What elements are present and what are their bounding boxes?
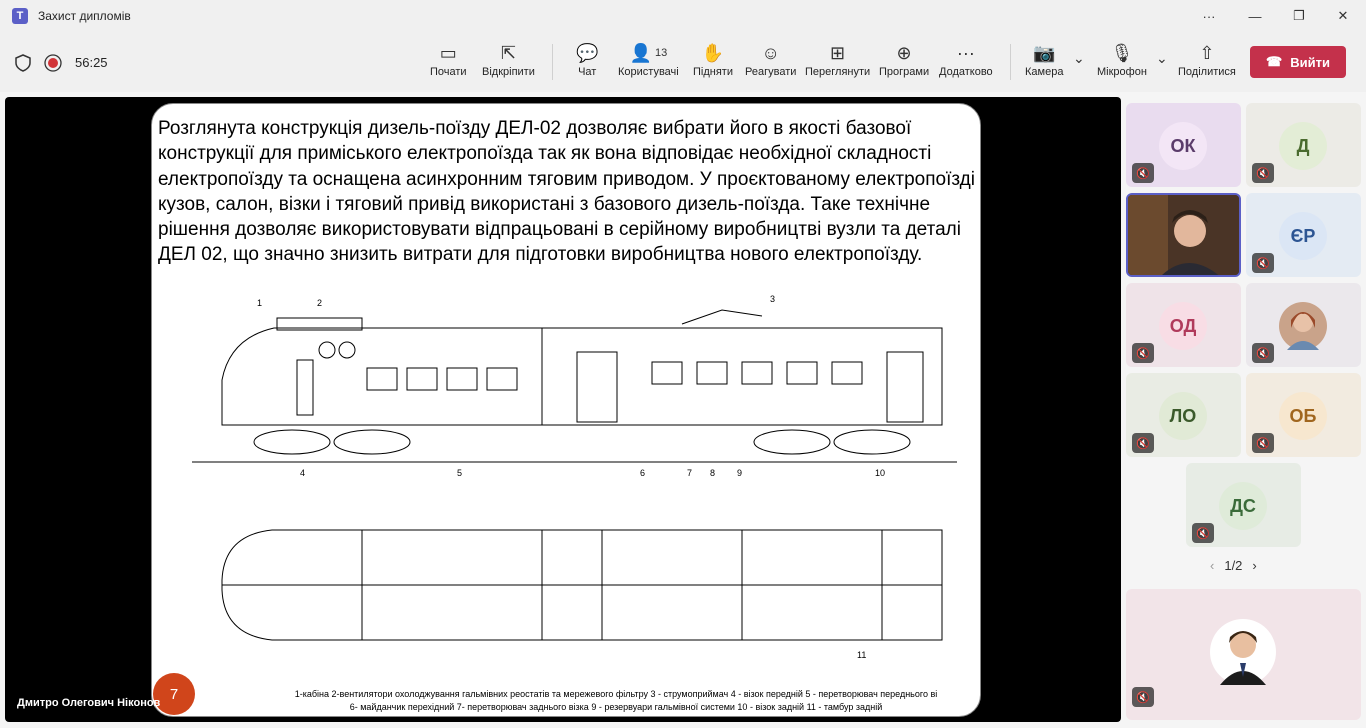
callout-7: 7	[687, 468, 693, 478]
callout-1: 1	[257, 298, 263, 308]
mic-muted-icon: 🔇	[1252, 163, 1274, 183]
teams-logo-icon: T	[12, 8, 28, 24]
mic-muted-icon: 🔇	[1132, 687, 1154, 707]
drawing-legend	[266, 688, 966, 714]
meeting-toolbar	[0, 32, 1366, 92]
recording-icon	[44, 54, 62, 72]
camera-chevron-icon[interactable]: ⌄	[1073, 50, 1085, 66]
legend-line-2: 6- майданчик перехідний 7- перетворювач заднього візка 9 - резервуари гальмівної системи 10 - візок задній 11 - тамбур задній	[349, 702, 883, 712]
apps-button[interactable]: ⊕ Програми	[879, 42, 930, 78]
view-button[interactable]: ⊞ Переглянути	[805, 42, 871, 78]
callout-10: 10	[875, 468, 886, 478]
start-share-button[interactable]: ▭ Почати	[430, 42, 467, 78]
mic-muted-icon: 🔇	[1252, 253, 1274, 273]
screen-icon: ▭	[439, 42, 457, 63]
presentation-slide	[151, 103, 981, 717]
shared-screen	[5, 97, 1121, 722]
more-icon: ···	[956, 42, 975, 63]
prev-page-icon[interactable]: ‹	[1210, 558, 1215, 573]
slide-body-text: Розглянута конструкція дизель-поїзду ДЕЛ-02 дозволяє вибрати його в якості базової конструкції для приміського електропоїзда так як вона відповідає необхідної складності електропоїзду та оснащена асинхронним тяговим приводом. У проєктованому електропоїзді кузов, салон, візки і тяговий привід використані з базового дизель-поїзда. Таке технічне рішення дозволяє використовувати відпрацьовані в серійному виробництві вузли та деталі ДЕЛ 02, що значно знизить витрати для підготовки виробництва нового електропоїзду.	[158, 118, 975, 266]
participant-video-tile[interactable]	[1126, 193, 1241, 277]
avatar: ОД	[1159, 302, 1207, 350]
avatar: ЄР	[1279, 212, 1327, 260]
shield-icon[interactable]	[15, 54, 31, 72]
train-drawing	[182, 290, 962, 685]
next-page-icon[interactable]: ›	[1252, 558, 1257, 573]
phone-hangup-icon: ☎	[1266, 54, 1283, 69]
participant-tile[interactable]	[1126, 373, 1241, 457]
mic-button[interactable]: 🎙 Мікрофон	[1097, 42, 1147, 78]
slide-number-badge: 7	[153, 673, 195, 715]
presenter-name: Дмитро Олегович Ніконов	[17, 697, 161, 709]
avatar: Д	[1279, 122, 1327, 170]
page-indicator: 1/2	[1224, 558, 1243, 573]
callout-4: 4	[300, 468, 306, 478]
people-button[interactable]: 👤 13 Користувачі	[618, 42, 679, 78]
mic-muted-icon: 🔇	[1192, 523, 1214, 543]
raise-hand-button[interactable]: ✋ Підняти	[693, 42, 733, 78]
callout-8: 8	[710, 468, 716, 478]
view-icon: ⊞	[830, 42, 846, 63]
maximize-button[interactable]: ❐	[1293, 8, 1305, 23]
meeting-timer: 56:25	[75, 55, 108, 70]
participant-tile[interactable]	[1186, 463, 1301, 547]
mic-chevron-icon[interactable]: ⌄	[1156, 50, 1168, 66]
self-avatar-photo	[1210, 619, 1276, 685]
hand-icon: ✋	[701, 42, 725, 63]
share-button[interactable]: ⇧ Поділитися	[1178, 42, 1236, 78]
window-title: Захист дипломів	[38, 9, 131, 23]
close-button[interactable]: ✕	[1337, 8, 1349, 23]
callout-2: 2	[317, 298, 323, 308]
participant-tile[interactable]	[1126, 283, 1241, 367]
popout-button[interactable]: ⇱ Відкріпити	[482, 42, 535, 78]
mic-muted-icon: 🔇	[1132, 163, 1154, 183]
popout-icon: ⇱	[500, 42, 516, 63]
callout-6: 6	[640, 468, 646, 478]
title-bar	[0, 0, 1366, 32]
more-button[interactable]: ··· Додатково	[939, 42, 993, 78]
mic-muted-icon: 🔇	[1132, 343, 1154, 363]
more-options-icon[interactable]: ···	[1202, 8, 1216, 24]
participant-tile[interactable]	[1126, 103, 1241, 187]
minimize-button[interactable]: —	[1248, 8, 1262, 24]
self-view-tile[interactable]	[1126, 589, 1361, 720]
participant-tile[interactable]	[1246, 193, 1361, 277]
camera-button[interactable]: 📷 Камера	[1025, 42, 1064, 78]
smile-icon: ☺	[761, 42, 780, 63]
chat-icon: 💬	[576, 42, 599, 63]
legend-line-1: 1-кабіна 2-вентилятори охолоджування гальмівних реостатів та мережевого фільтру 3 - струмоприймач 4 - візок передній 5 - перетворювач переднього ві	[294, 689, 938, 699]
people-count: 13	[654, 47, 668, 59]
react-button[interactable]: ☺ Реагувати	[745, 42, 797, 78]
avatar: ОК	[1159, 122, 1207, 170]
toolbar-divider	[1010, 44, 1011, 80]
avatar: ОБ	[1279, 392, 1327, 440]
callout-11: 11	[857, 650, 867, 660]
participant-video	[1128, 195, 1241, 277]
apps-icon: ⊕	[896, 42, 912, 63]
avatar: ДС	[1219, 482, 1267, 530]
chat-button[interactable]: 💬 Чат	[576, 42, 599, 78]
participant-tile[interactable]	[1246, 373, 1361, 457]
callout-9: 9	[737, 468, 743, 478]
leave-button[interactable]: ☎ Вийти	[1250, 46, 1346, 78]
avatar: ЛО	[1159, 392, 1207, 440]
callout-5: 5	[457, 468, 463, 478]
camera-off-icon: 📷	[1033, 42, 1056, 63]
mic-off-icon: 🎙	[1110, 42, 1134, 63]
participant-tile[interactable]	[1246, 103, 1361, 187]
toolbar-divider	[552, 44, 553, 80]
mic-muted-icon: 🔇	[1132, 433, 1154, 453]
share-icon: ⇧	[1199, 42, 1215, 63]
participant-pager	[1210, 558, 1257, 573]
people-icon: 👤 13	[629, 42, 668, 63]
mic-muted-icon: 🔇	[1252, 433, 1274, 453]
callout-3: 3	[770, 294, 776, 304]
participant-tile[interactable]	[1246, 283, 1361, 367]
avatar-photo	[1279, 302, 1327, 350]
mic-muted-icon: 🔇	[1252, 343, 1274, 363]
